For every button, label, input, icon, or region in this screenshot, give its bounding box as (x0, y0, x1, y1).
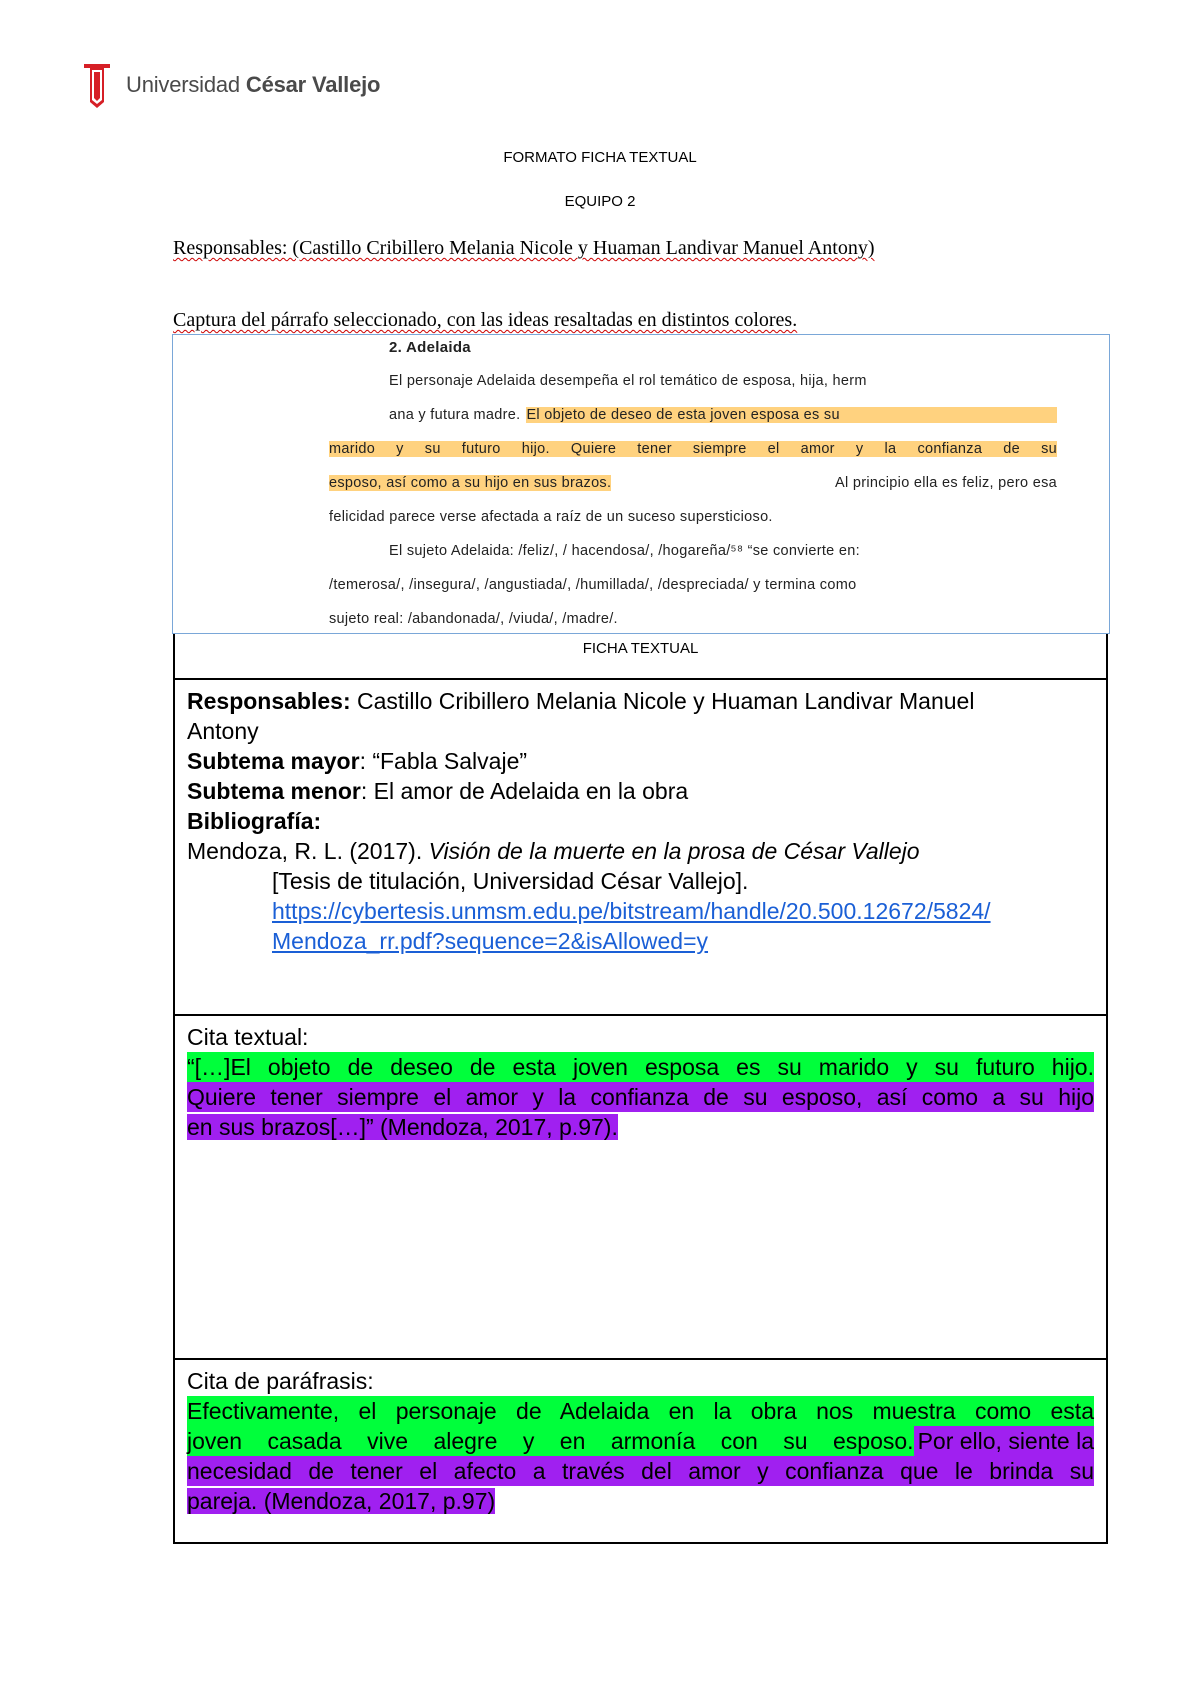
responsables-heading: Responsables: (Castillo Cribillero Melania Nicole y Huaman Landivar Manuel Antony) (173, 237, 875, 259)
excerpt-highlight: El objeto de deseo de esta joven esposa es su (526, 407, 1057, 423)
excerpt-line: /temerosa/, /insegura/, /angustiada/, /humillada/, /despreciada/ y termina como (329, 577, 857, 593)
ficha-header (175, 634, 1106, 680)
parafrasis-line-mixed: joven casada vive alegre y en armonía con su esposo. Por ello, siente la (187, 1428, 1094, 1454)
excerpt-line: esposo, así como a su hijo en sus brazos. Al principio ella es feliz, pero esa (329, 475, 1057, 491)
subtema-menor-row: Subtema menor: El amor de Adelaida en la obra (187, 778, 689, 804)
team-label: EQUIPO 2 (564, 193, 636, 210)
university-logo (82, 62, 380, 108)
subtema-mayor-row: Subtema mayor: “Fabla Salvaje” (187, 748, 528, 774)
excerpt-line: ana y futura madre. El objeto de deseo de esta joven esposa es su (389, 407, 1057, 423)
cita-parafrasis-cell (175, 1360, 1106, 1544)
responsables-row-cont: Antony (187, 718, 259, 744)
excerpt-line: felicidad parece verse afectada a raíz de un suceso supersticioso. (329, 509, 773, 525)
responsables-row: Responsables: Castillo Cribillero Melania Nicole y Huaman Landivar Manuel (187, 688, 975, 714)
cita-line-green: “[…]El objeto de deseo de esta joven esposa es su marido y su futuro hijo. (187, 1054, 1094, 1080)
excerpt-line: sujeto real: /abandonada/, /viuda/, /madre/. (329, 611, 618, 627)
cita-textual-label: Cita textual: (187, 1024, 309, 1050)
university-emblem-icon (82, 62, 112, 108)
captura-heading: Captura del párrafo seleccionado, con las ideas resaltadas en distintos colores. (173, 309, 798, 331)
bibliografia-link-cont[interactable] (187, 926, 1094, 956)
parafrasis-label: Cita de paráfrasis: (187, 1368, 374, 1394)
excerpt-highlight: marido y su futuro hijo. Quiere tener siempre el amor y la confianza de su (329, 441, 1057, 457)
parafrasis-line-end: pareja. (Mendoza, 2017, p.97) (187, 1488, 496, 1514)
parafrasis-line-purple: necesidad de tener el afecto a través del amor y confianza que le brinda su (187, 1458, 1094, 1484)
cita-textual-cell (175, 1016, 1106, 1360)
excerpt-screenshot (172, 334, 1110, 634)
excerpt-line (329, 441, 1057, 457)
bibliografia-url-cont[interactable]: Mendoza_rr.pdf?sequence=2&isAllowed=y (272, 928, 709, 954)
parafrasis-line-green: Efectivamente, el personaje de Adelaida en la obra nos muestra como esta (187, 1398, 1094, 1424)
excerpt-highlight: esposo, así como a su hijo en sus brazos. (329, 475, 612, 491)
cita-line-end: en sus brazos[…]” (Mendoza, 2017, p.97). (187, 1114, 618, 1140)
ficha-table (173, 634, 1108, 1544)
excerpt-line: El sujeto Adelaida: /feliz/, / hacendosa/, /hogareña/⁵⁸ “se convierte en: (389, 543, 860, 559)
excerpt-line: El personaje Adelaida desempeña el rol temático de esposa, hija, herm (389, 373, 867, 389)
bibliografia-label: Bibliografía: (187, 808, 322, 834)
bibliografia-url[interactable]: https://cybertesis.unmsm.edu.pe/bitstream/handle/20.500.12672/5824/ (272, 898, 991, 924)
bibliografia-link[interactable] (187, 896, 1094, 926)
cita-line-purple: Quiere tener siempre el amor y la confianza de su esposo, así como a su hijo (187, 1084, 1094, 1110)
excerpt-heading: 2. Adelaida (389, 339, 471, 356)
ficha-info-cell (175, 680, 1106, 1016)
ficha-header-title: FICHA TEXTUAL (582, 640, 699, 657)
bibliografia-entry: Mendoza, R. L. (2017). Visión de la muerte en la prosa de César Vallejo (187, 838, 920, 864)
university-name: Universidad César Vallejo (126, 72, 381, 97)
bibliografia-type: [Tesis de titulación, Universidad César Vallejo]. (272, 868, 749, 894)
document-title: FORMATO FICHA TEXTUAL (503, 149, 697, 166)
